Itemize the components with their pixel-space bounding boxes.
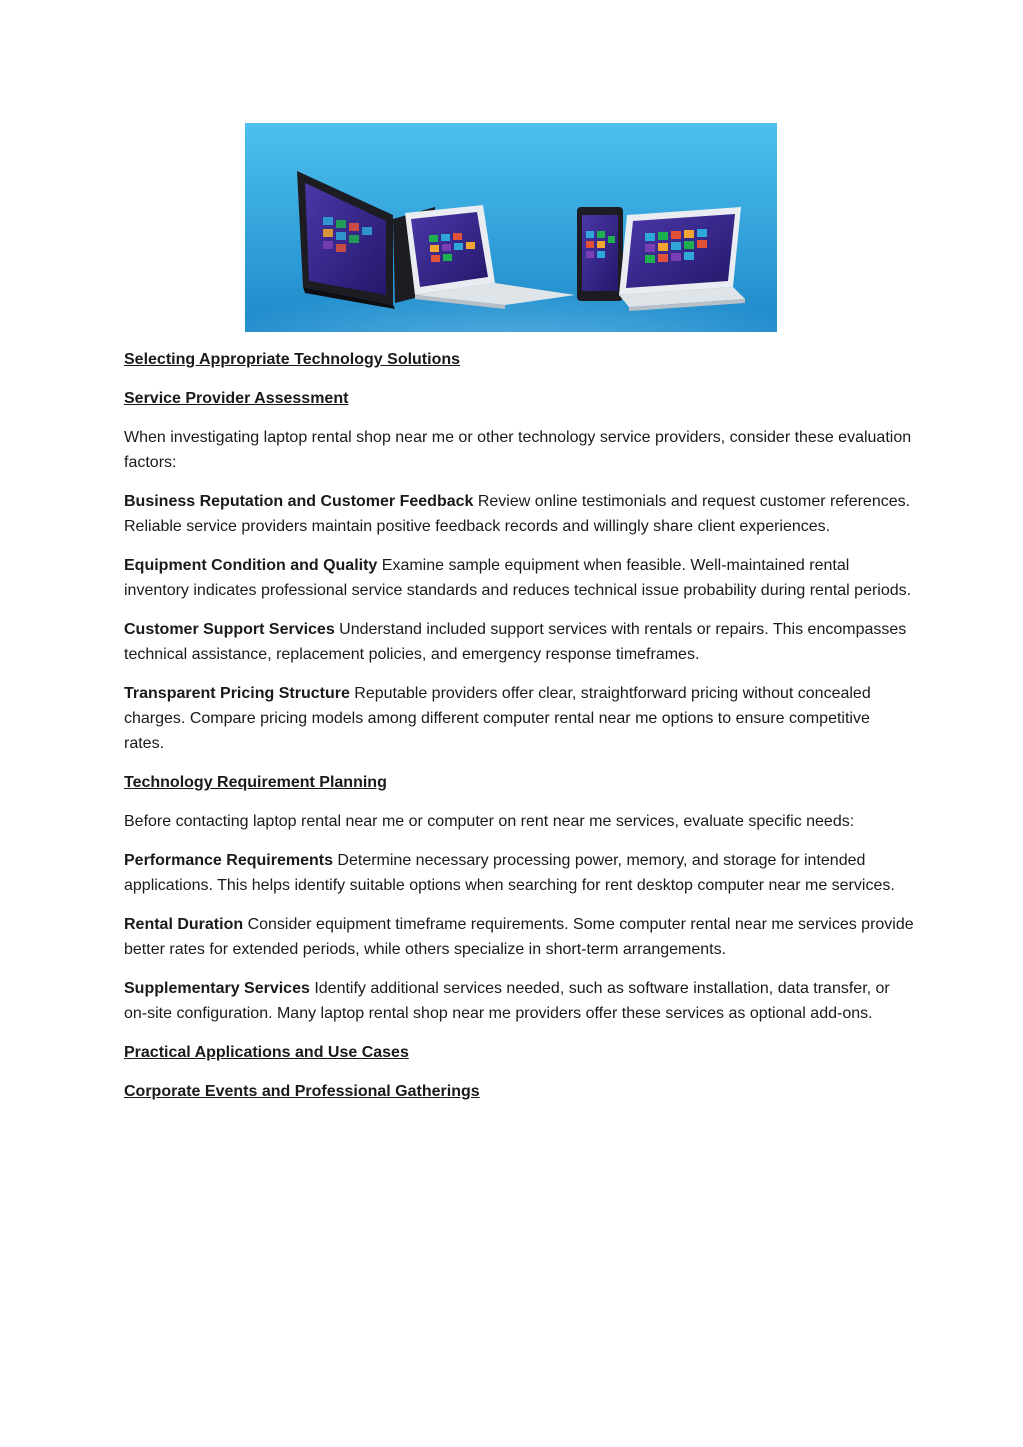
term-performance-requirements: Performance Requirements	[124, 852, 333, 869]
term-pricing-structure: Transparent Pricing Structure	[124, 685, 350, 702]
paragraph-intro-needs: Before contacting laptop rental near me or computer on rent near me services, evaluate specific needs:	[124, 813, 855, 830]
paragraph-intro-evaluation: When investigating laptop rental shop near me or other technology service providers, consider these evaluation factors:	[124, 429, 912, 471]
devices-photo-icon	[245, 123, 777, 332]
document-body	[124, 347, 914, 1118]
term-equipment-condition: Equipment Condition and Quality	[124, 557, 378, 574]
text-pricing-structure: Reputable providers offer clear, straightforward pricing without concealed charges. Compare pricing models among different computer rental near me options to ensure competitive rates.	[124, 685, 871, 752]
section-heading-selecting-solutions: Selecting Appropriate Technology Solutions	[124, 351, 461, 368]
text-customer-support: Understand included support services with rentals or repairs. This encompasses technical assistance, replacement policies, and emergency response timeframes.	[124, 621, 907, 663]
paragraph-equipment-condition	[124, 553, 914, 603]
term-business-reputation: Business Reputation and Customer Feedback	[124, 493, 474, 510]
section-heading-provider-assessment: Service Provider Assessment	[124, 390, 349, 407]
text-equipment-condition: Examine sample equipment when feasible. Well-maintained rental inventory indicates professional service standards and reduces technical issue probability during rental periods.	[124, 557, 912, 599]
paragraph-supplementary-services	[124, 976, 914, 1026]
text-rental-duration: Consider equipment timeframe requirements. Some computer rental near me services provide better rates for extended periods, while others specialize in short-term arrangements.	[124, 916, 914, 958]
section-heading-practical-applications: Practical Applications and Use Cases	[124, 1044, 409, 1061]
paragraph-business-reputation	[124, 489, 914, 539]
paragraph-customer-support	[124, 617, 914, 667]
section-heading-corporate-events: Corporate Events and Professional Gatherings	[124, 1083, 480, 1100]
term-supplementary-services: Supplementary Services	[124, 980, 310, 997]
term-rental-duration: Rental Duration	[124, 916, 244, 933]
paragraph-pricing-structure	[124, 681, 914, 756]
text-business-reputation: Review online testimonials and request customer references. Reliable service providers maintain positive feedback records and willingly share client experiences.	[124, 493, 911, 535]
paragraph-performance-requirements	[124, 848, 914, 898]
paragraph-rental-duration	[124, 912, 914, 962]
term-customer-support: Customer Support Services	[124, 621, 335, 638]
text-performance-requirements: Determine necessary processing power, memory, and storage for intended applications. This helps identify suitable options when searching for rent desktop computer near me services.	[124, 852, 895, 894]
text-supplementary-services: Identify additional services needed, such as software installation, data transfer, or on-site configuration. Many laptop rental shop near me providers offer these services as optional add-ons.	[124, 980, 890, 1022]
devices-hero-image	[245, 123, 777, 332]
section-heading-requirement-planning: Technology Requirement Planning	[124, 774, 387, 791]
